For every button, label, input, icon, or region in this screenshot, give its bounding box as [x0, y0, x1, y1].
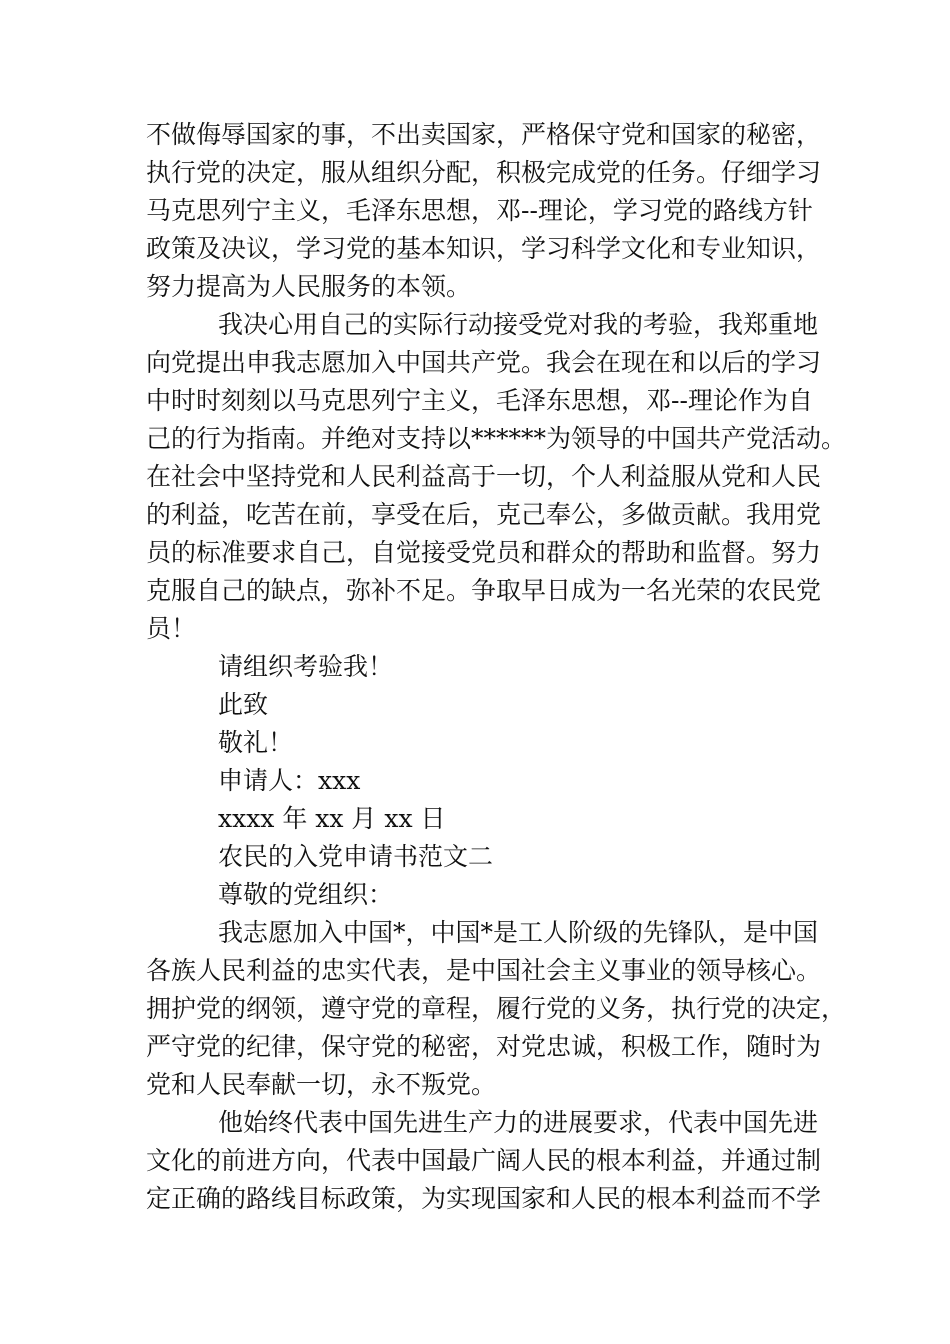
- text-line: 政策及决议，学习党的基本知识，学习科学文化和专业知识，: [146, 234, 822, 263]
- applicant-signature: 申请人：xxx: [218, 766, 361, 795]
- text-line: 我志愿加入中国*，中国*是工人阶级的先锋队，是中国: [218, 918, 819, 947]
- text-line: 拥护党的纲领，遵守党的章程，履行党的义务，执行党的决定，: [146, 994, 847, 1023]
- text-line: 马克思列宁主义，毛泽东思想，邓--理论，学习党的路线方针: [146, 196, 813, 225]
- text-line: 己的行为指南。并绝对支持以******为领导的中国共产党活动。: [146, 424, 847, 453]
- text-line: 克服自己的缺点，弥补不足。争取早日成为一名光荣的农民党: [146, 576, 822, 605]
- section-title: 农民的入党申请书范文二: [218, 842, 494, 871]
- text-line: 向党提出申我志愿加入中国共产党。我会在现在和以后的学习: [146, 348, 822, 377]
- closing-request: 请组织考验我！: [218, 652, 394, 681]
- text-line: 各族人民利益的忠实代表，是中国社会主义事业的领导核心。: [146, 956, 822, 985]
- text-line: 努力提高为人民服务的本领。: [146, 272, 472, 301]
- text-line: 员的标准要求自己，自觉接受党员和群众的帮助和监督。努力: [146, 538, 822, 567]
- closing-regards: 敬礼！: [218, 728, 294, 757]
- text-line: 党和人民奉献一切，永不叛党。: [146, 1070, 497, 1099]
- text-line: 员！: [146, 614, 197, 643]
- closing-salutation: 此致: [218, 690, 269, 719]
- text-line: 文化的前进方向，代表中国最广阔人民的根本利益，并通过制: [146, 1146, 822, 1175]
- text-line: 不做侮辱国家的事，不出卖国家，严格保守党和国家的秘密，: [146, 120, 822, 149]
- text-line: 定正确的路线目标政策，为实现国家和人民的根本利益而不学: [146, 1184, 822, 1213]
- text-line: 的利益，吃苦在前，享受在后，克己奉公，多做贡献。我用党: [146, 500, 822, 529]
- text-line: 他始终代表中国先进生产力的进展要求，代表中国先进: [218, 1108, 819, 1137]
- text-line: 严守党的纪律，保守党的秘密，对党忠诚，积极工作，随时为: [146, 1032, 822, 1061]
- letter-greeting: 尊敬的党组织：: [218, 880, 394, 909]
- signature-date: xxxx 年 xx 月 xx 日: [218, 804, 446, 833]
- text-line: 我决心用自己的实际行动接受党对我的考验，我郑重地: [218, 310, 819, 339]
- document-body: [146, 116, 847, 1218]
- text-line: 中时时刻刻以马克思列宁主义，毛泽东思想，邓--理论作为自: [146, 386, 813, 415]
- text-line: 执行党的决定，服从组织分配，积极完成党的任务。仔细学习: [146, 158, 822, 187]
- text-line: 在社会中坚持党和人民利益高于一切，个人利益服从党和人民: [146, 462, 822, 491]
